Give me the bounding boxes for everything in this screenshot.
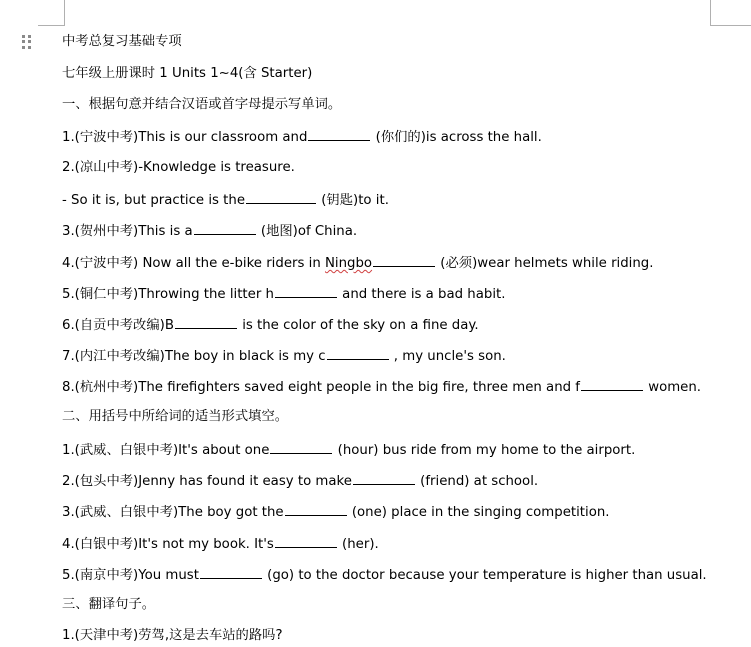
document-subtitle: 七年级上册课时 1 Units 1~4(含 Starter) bbox=[62, 66, 313, 81]
crop-mark-top-left bbox=[64, 0, 65, 26]
question-item: 3.(贺州中考)This is a (地图)of China. bbox=[62, 220, 357, 240]
question-item: 3.(武威、白银中考)The boy got the (one) place in the singing competition. bbox=[62, 501, 609, 521]
answer-blank[interactable] bbox=[581, 376, 643, 391]
question-item: 1.(天津中考)劳驾,这是去车站的路吗? bbox=[62, 628, 283, 643]
question-item: 4.(白银中考)It's not my book. It's (her). bbox=[62, 533, 379, 553]
document-title: 中考总复习基础专项 bbox=[62, 34, 182, 49]
section-heading: 二、用括号中所给词的适当形式填空。 bbox=[62, 409, 289, 424]
spellcheck-word[interactable]: Ningbo bbox=[324, 256, 373, 271]
section-heading: 三、翻译句子。 bbox=[62, 597, 156, 612]
question-item: 7.(内江中考改编)The boy in black is my c , my uncle's son. bbox=[62, 345, 506, 365]
answer-blank[interactable] bbox=[275, 283, 337, 298]
question-item: 4.(宁波中考) Now all the e-bike riders in Ningbo (必须)wear helmets while riding. bbox=[62, 252, 653, 272]
question-item: 1.(武威、白银中考)It's about one (hour) bus ride from my home to the airport. bbox=[62, 439, 635, 459]
question-item: 5.(南京中考)You must (go) to the doctor because your temperature is higher than usual. bbox=[62, 564, 707, 584]
question-item: 2.(包头中考)Jenny has found it easy to make (friend) at school. bbox=[62, 470, 538, 490]
crop-mark-top-right bbox=[711, 25, 751, 26]
answer-blank[interactable] bbox=[327, 345, 389, 360]
answer-blank[interactable] bbox=[200, 564, 262, 579]
answer-blank[interactable] bbox=[194, 220, 256, 235]
answer-blank[interactable] bbox=[373, 252, 435, 267]
question-item: 6.(自贡中考改编)B is the color of the sky on a fine day. bbox=[62, 314, 479, 334]
question-item: 5.(铜仁中考)Throwing the litter h and there is a bad habit. bbox=[62, 283, 505, 303]
answer-blank[interactable] bbox=[285, 501, 347, 516]
answer-blank[interactable] bbox=[270, 439, 332, 454]
answer-blank[interactable] bbox=[308, 126, 370, 141]
answer-blank[interactable] bbox=[175, 314, 237, 329]
question-item: 8.(杭州中考)The firefighters saved eight people in the big fire, three men and f women. bbox=[62, 376, 701, 396]
answer-blank[interactable] bbox=[246, 189, 316, 204]
section-heading: 一、根据句意并结合汉语或首字母提示写单词。 bbox=[62, 97, 342, 112]
question-item: 2.(凉山中考)-Knowledge is treasure. bbox=[62, 160, 295, 175]
crop-mark-top-right bbox=[710, 0, 711, 26]
question-item: 1.(宁波中考)This is our classroom and (你们的)is across the hall. bbox=[62, 126, 542, 146]
question-item: - So it is, but practice is the (钥匙)to it. bbox=[62, 189, 389, 209]
paragraph-drag-handle-icon[interactable] bbox=[22, 35, 32, 49]
crop-mark-top-left bbox=[38, 25, 64, 26]
answer-blank[interactable] bbox=[275, 533, 337, 548]
answer-blank[interactable] bbox=[353, 470, 415, 485]
